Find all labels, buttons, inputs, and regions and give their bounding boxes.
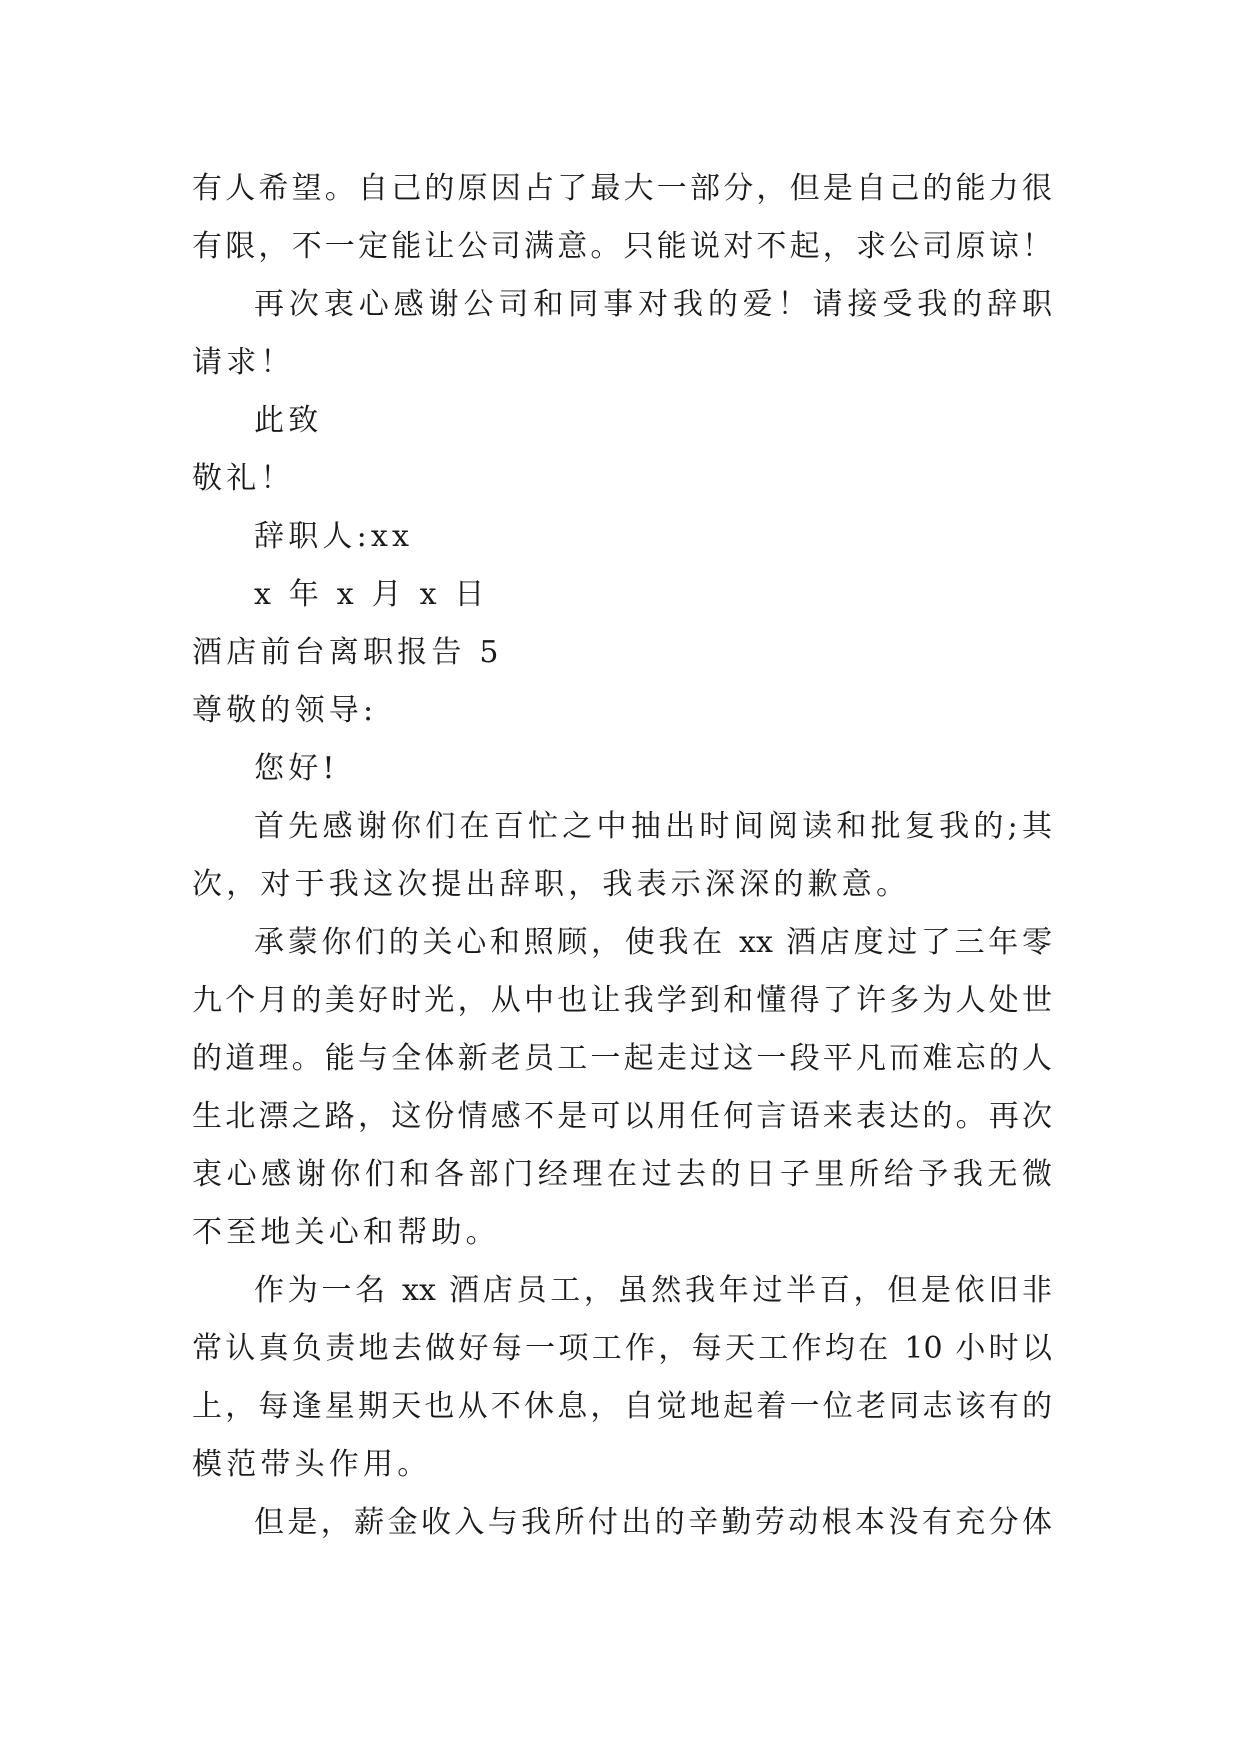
text-line: 此致 bbox=[254, 403, 323, 438]
text-line: 酒店前台离职报告 5 bbox=[192, 635, 503, 670]
text-line: 首先感谢你们在百忙之中抽出时间阅读和批复我的;其 bbox=[254, 809, 1052, 844]
text-line: 尊敬的领导: bbox=[192, 693, 378, 728]
text-line: 再次衷心感谢公司和同事对我的爱！请接受我的辞职 bbox=[254, 287, 1052, 322]
text-line: 次，对于我这次提出辞职，我表示深深的歉意。 bbox=[192, 867, 911, 902]
text-line: 辞职人:xx bbox=[254, 519, 414, 554]
text-line: 常认真负责地去做好每一项工作，每天工作均在 10 小时以 bbox=[192, 1331, 1052, 1366]
text-line: 模范带头作用。 bbox=[192, 1447, 432, 1482]
text-line: 敬礼！ bbox=[192, 461, 295, 496]
text-line: 九个月的美好时光，从中也让我学到和懂得了许多为人处世 bbox=[192, 983, 1052, 1018]
text-line: 衷心感谢你们和各部门经理在过去的日子里所给予我无微 bbox=[192, 1157, 1052, 1192]
text-line: 您好! bbox=[254, 751, 339, 786]
text-line: 有限，不一定能让公司满意。只能说对不起，求公司原谅！ bbox=[192, 229, 1052, 264]
text-line: 作为一名 xx 酒店员工，虽然我年过半百，但是依旧非 bbox=[254, 1273, 1052, 1308]
text-line: 不至地关心和帮助。 bbox=[192, 1215, 500, 1250]
text-line: 的道理。能与全体新老员工一起走过这一段平凡而难忘的人 bbox=[192, 1041, 1052, 1076]
text-line: 承蒙你们的关心和照顾，使我在 xx 酒店度过了三年零 bbox=[254, 925, 1052, 960]
text-line: 但是，薪金收入与我所付出的辛勤劳动根本没有充分体 bbox=[254, 1505, 1052, 1540]
text-line: x 年 x 月 x 日 bbox=[254, 577, 489, 612]
text-line: 有人希望。自己的原因占了最大一部分，但是自己的能力很 bbox=[192, 171, 1052, 206]
text-line: 请求！ bbox=[192, 345, 295, 380]
text-line: 上，每逢星期天也从不休息，自觉地起着一位老同志该有的 bbox=[192, 1389, 1052, 1424]
text-line: 生北漂之路，这份情感不是可以用任何言语来表达的。再次 bbox=[192, 1099, 1052, 1134]
document-page bbox=[192, 160, 1052, 1552]
